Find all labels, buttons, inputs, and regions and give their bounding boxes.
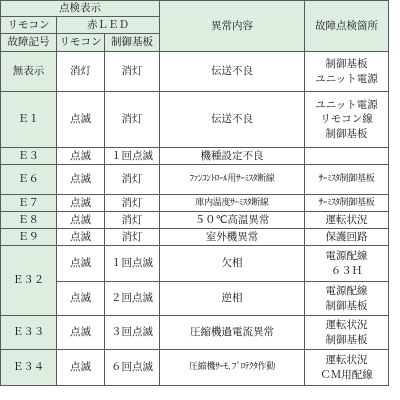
board-led-cell: 消灯	[105, 212, 160, 229]
check-points-cell	[305, 316, 389, 350]
check-point: 制御基板	[325, 127, 368, 140]
remote-led-cell: 点滅	[57, 92, 105, 148]
table-row	[1, 52, 389, 92]
table-row	[1, 165, 389, 195]
abnormal-content-cell: 圧縮機過電流異常	[160, 316, 305, 350]
header-fault-code: 故障記号	[1, 34, 57, 52]
fault-code-cell: Ｅ３３	[1, 316, 57, 350]
header-led-control-board: 制御基板	[105, 34, 160, 52]
table-row	[1, 92, 389, 148]
check-point: 制御基板	[325, 299, 368, 312]
table-row	[1, 350, 389, 386]
fault-code-cell: Ｅ７	[1, 195, 57, 212]
remote-led-cell: 点滅	[57, 148, 105, 165]
table-row	[1, 148, 389, 165]
check-point: ＣＭ用配線	[320, 368, 373, 381]
check-point: 電源配線	[325, 250, 368, 263]
remote-led-cell: 点滅	[57, 165, 105, 195]
table-row	[1, 246, 389, 282]
abnormal-content-cell: 庫内温度ｻｰﾐｽﾀ断線	[160, 195, 305, 212]
abnormal-content-cell: 伝送不良	[160, 52, 305, 92]
check-points-cell: ｻｰﾐｽﾀ制御基板	[305, 195, 389, 212]
abnormal-content-cell: ５０℃高温異常	[160, 212, 305, 229]
check-points-cell	[305, 282, 389, 316]
board-led-cell: 消灯	[105, 165, 160, 195]
check-points-cell	[305, 52, 389, 92]
remote-led-cell: 消灯	[57, 52, 105, 92]
check-point: 制御基板	[325, 58, 368, 71]
fault-code-cell: Ｅ３	[1, 148, 57, 165]
check-points-cell: 保護回路	[305, 229, 389, 246]
abnormal-content-cell: 機種設定不良	[160, 148, 305, 165]
fault-code-cell: Ｅ６	[1, 165, 57, 195]
check-points-cell	[305, 148, 389, 165]
fault-code-cell: Ｅ８	[1, 212, 57, 229]
board-led-cell: 消灯	[105, 195, 160, 212]
check-points-cell	[305, 350, 389, 386]
header-inspection-display: 点検表示	[1, 1, 160, 17]
board-led-cell: ２回点滅	[105, 282, 160, 316]
fault-code-cell: Ｅ９	[1, 229, 57, 246]
fault-code-cell: Ｅ３４	[1, 350, 57, 386]
check-point: 制御基板	[325, 333, 368, 346]
check-points-cell	[305, 246, 389, 282]
check-points-cell: ｻｰﾐｽﾀ制御基板	[305, 165, 389, 195]
table-row	[1, 212, 389, 229]
header-led-remote: リモコン	[57, 34, 105, 52]
check-point: リモコン線	[320, 113, 373, 126]
table-row	[1, 195, 389, 212]
abnormal-content-cell: 逆相	[160, 282, 305, 316]
remote-led-cell: 点滅	[57, 246, 105, 282]
abnormal-content-cell: 欠相	[160, 246, 305, 282]
check-point: ユニット電源	[315, 72, 378, 85]
check-point: 電源配線	[325, 285, 368, 298]
remote-led-cell: 点滅	[57, 229, 105, 246]
board-led-cell: １回点滅	[105, 246, 160, 282]
abnormal-content-cell: 伝送不良	[160, 92, 305, 148]
board-led-cell: １回点滅	[105, 148, 160, 165]
fault-code-cell: 無表示	[1, 52, 57, 92]
table-row	[1, 282, 389, 316]
check-points-cell: 運転状況	[305, 212, 389, 229]
board-led-cell: 消灯	[105, 52, 160, 92]
remote-led-cell: 点滅	[57, 316, 105, 350]
board-led-cell: ６回点滅	[105, 350, 160, 386]
check-point: ユニット電源	[315, 99, 378, 112]
table-row	[1, 316, 389, 350]
check-points-cell	[305, 92, 389, 148]
remote-led-cell: 点滅	[57, 195, 105, 212]
abnormal-content-cell: 室外機異常	[160, 229, 305, 246]
header-remote: リモコン	[1, 17, 57, 34]
table-row	[1, 229, 389, 246]
header-check-points: 故障点検箇所	[305, 1, 389, 52]
fault-code-cell: Ｅ１	[1, 92, 57, 148]
header-abnormal-content: 異常内容	[160, 1, 305, 52]
remote-led-cell: 点滅	[57, 212, 105, 229]
fault-code-cell: Ｅ３２	[1, 246, 57, 316]
remote-led-cell: 点滅	[57, 350, 105, 386]
check-point: 運転状況	[325, 354, 368, 367]
check-point: ６３Ｈ	[330, 264, 363, 277]
check-point: 運転状況	[325, 319, 368, 332]
board-led-cell: ３回点滅	[105, 316, 160, 350]
abnormal-content-cell: ﾌｧﾝｺﾝﾄﾛｰﾙ用ｻｰﾐｽﾀ断線	[160, 165, 305, 195]
header-red-led: 赤ＬＥＤ	[57, 17, 160, 34]
remote-led-cell: 点滅	[57, 282, 105, 316]
board-led-cell: 消灯	[105, 229, 160, 246]
board-led-cell: 消灯	[105, 92, 160, 148]
abnormal-content-cell: 圧縮機ｻｰﾓ､ﾌﾟﾛﾃｸﾀ作動	[160, 350, 305, 386]
